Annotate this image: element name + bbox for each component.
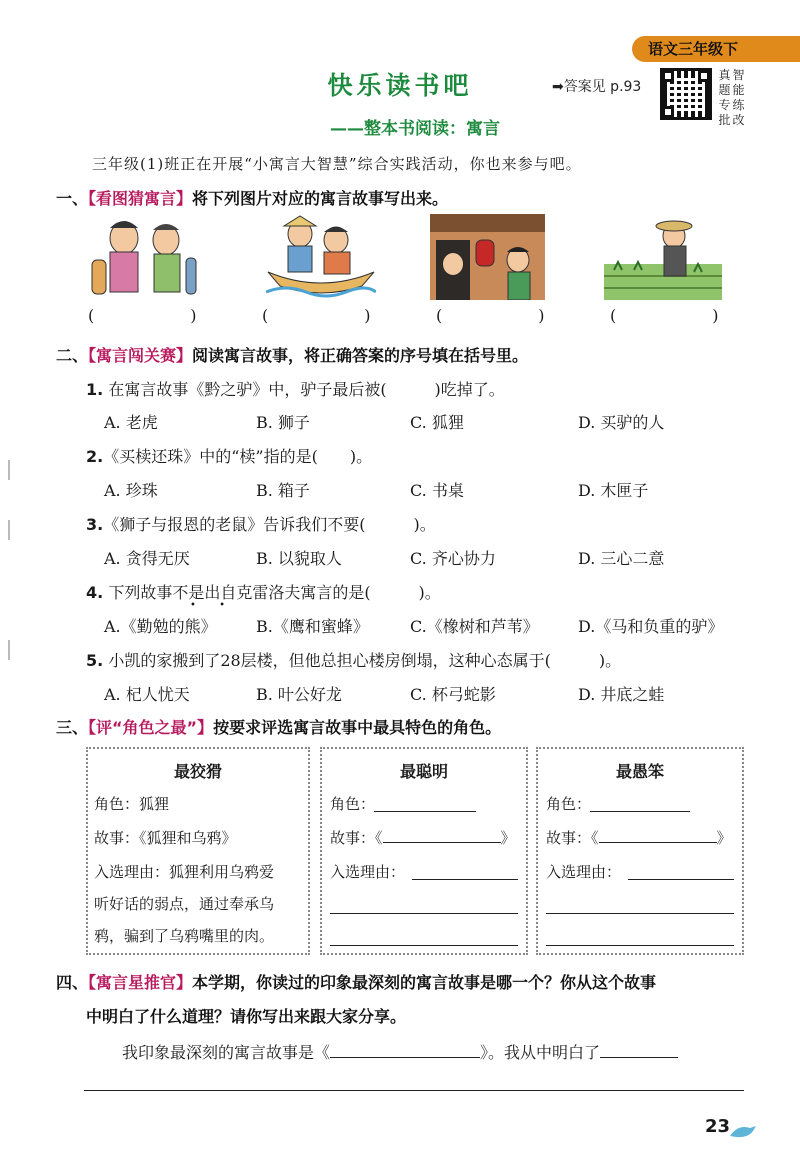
role-input-line[interactable]	[590, 811, 690, 812]
option[interactable]: C. 杯弓蛇影	[410, 685, 496, 704]
card-story-label: 故事：《 》	[330, 829, 516, 847]
option[interactable]: B. 叶公好龙	[256, 685, 342, 704]
emphasis-dots: • •	[190, 600, 235, 611]
option[interactable]: D. 三心二意	[578, 549, 665, 568]
section-1-tag: 【看图猜寓言】	[88, 189, 193, 208]
qr-label-zhenti: 真题	[718, 68, 731, 97]
option[interactable]: C. 狐狸	[410, 413, 464, 432]
picture-1	[84, 214, 204, 300]
option[interactable]: C.《橡树和芦苇》	[410, 617, 539, 636]
picture-4	[604, 214, 722, 300]
answer-paren-1[interactable]: ( )	[88, 306, 197, 325]
story-input-line[interactable]	[383, 842, 501, 843]
section-4-heading-cont: 中明白了什么道理？请你写出来跟大家分享。	[86, 1007, 407, 1026]
reason-input-line[interactable]	[628, 879, 734, 880]
option[interactable]: B. 箱子	[256, 481, 310, 500]
card-heading: 最聪明	[399, 762, 448, 781]
card-role: 角色：狐狸	[94, 795, 170, 813]
section-2-heading: 二、【寓言闯关赛】阅读寓言故事，将正确答案的序号填在括号里。	[56, 346, 529, 365]
answer-paren-2[interactable]: ( )	[262, 306, 371, 325]
character-card-cunning	[86, 747, 310, 955]
card-story-label: 故事：《 》	[546, 829, 732, 847]
option[interactable]: D. 木匣子	[578, 481, 649, 500]
qr-label-liangai: 练改	[732, 98, 745, 127]
answer-paren-4[interactable]: ( )	[610, 306, 719, 325]
story-input-line[interactable]	[599, 842, 717, 843]
section-1-heading: 一、【看图猜寓言】将下列图片对应的寓言故事写出来。	[56, 189, 449, 208]
section-3-heading: 三、【评“角色之最”】按要求评选寓言故事中最具特色的角色。	[56, 718, 502, 737]
section-4-heading: 四、【寓言星推官】本学期，你读过的印象最深刻的寓言故事是哪一个？你从这个故事	[56, 973, 657, 992]
question-5: 5. 小凯的家搬到了28层楼，但他总担心楼房倒塌，这种心态属于( )。	[86, 651, 622, 670]
card-role-label: 角色：	[330, 795, 376, 813]
card-heading: 最愚笨	[615, 762, 664, 781]
section-4-fill-line: 我印象最深刻的寓言故事是《 》。我从中明白了	[122, 1040, 678, 1063]
question-4: 4. 下列故事不是出自克雷洛夫寓言的是( )。	[86, 583, 441, 602]
option[interactable]: C. 齐心协力	[410, 549, 496, 568]
card-reason: 入选理由：狐狸利用乌鸦爱	[94, 863, 275, 881]
reason-input-line[interactable]	[330, 913, 518, 914]
option[interactable]: A.《勤勉的熊》	[104, 617, 217, 636]
character-card-smartest	[320, 747, 528, 955]
dolphin-icon	[728, 1122, 758, 1142]
picture-3	[430, 214, 545, 300]
section-2-tag: 【寓言闯关赛】	[88, 346, 193, 365]
option[interactable]: B.《鹰和蜜蜂》	[256, 617, 369, 636]
option[interactable]: A. 贪得无厌	[104, 549, 190, 568]
option[interactable]: A. 杞人忧天	[104, 685, 190, 704]
question-2: 2.《买椟还珠》中的“椟”指的是( )。	[86, 447, 373, 466]
option[interactable]: B. 以貌取人	[256, 549, 342, 568]
card-reason-label: 入选理由：	[546, 863, 622, 881]
card-reason-line: 听好话的弱点，通过奉承乌	[94, 895, 275, 913]
option[interactable]: C. 书桌	[410, 481, 464, 500]
answer-paren-3[interactable]: ( )	[436, 306, 545, 325]
page-number: 23	[705, 1116, 731, 1137]
reason-input-line[interactable]	[546, 913, 734, 914]
qr-code[interactable]	[660, 68, 712, 120]
question-1: 1. 在寓言故事《黔之驴》中，驴子最后被( )吃掉了。	[86, 380, 505, 399]
lesson-answer-line[interactable]	[84, 1090, 744, 1091]
section-3-tag: 【评“角色之最”】	[88, 718, 214, 737]
option[interactable]: A. 珍珠	[104, 481, 158, 500]
card-reason-line: 鸦，骗到了乌鸦嘴里的肉。	[94, 927, 275, 945]
option[interactable]: A. 老虎	[104, 413, 158, 432]
card-heading: 最狡猾	[173, 762, 222, 781]
intro-text: 三年级(1)班正在开展“小寓言大智慧”综合实践活动，你也来参与吧。	[92, 155, 582, 173]
reason-input-line[interactable]	[546, 945, 734, 946]
answer-reference: ➡答案见 p.93	[552, 79, 642, 95]
grade-tab: 语文三年级下	[632, 36, 800, 62]
section-4-tag: 【寓言星推官】	[88, 973, 193, 992]
question-3: 3.《狮子与报恩的老鼠》告诉我们不要( )。	[86, 515, 436, 534]
character-card-foolish	[536, 747, 744, 955]
role-input-line[interactable]	[374, 811, 476, 812]
favorite-story-input[interactable]	[330, 1057, 480, 1058]
page-subtitle: ——整本书阅读：寓言	[330, 119, 500, 139]
margin-mark	[8, 520, 10, 540]
arrow-right-icon: ➡	[552, 79, 564, 95]
option[interactable]: D. 买驴的人	[578, 413, 665, 432]
option[interactable]: B. 狮子	[256, 413, 310, 432]
qr-label-zhineng: 智能	[732, 68, 745, 97]
reason-input-line[interactable]	[412, 879, 518, 880]
reason-input-line[interactable]	[330, 945, 518, 946]
option[interactable]: D.《马和负重的驴》	[578, 617, 724, 636]
card-role-label: 角色：	[546, 795, 592, 813]
option[interactable]: D. 井底之蛙	[578, 685, 665, 704]
picture-2	[266, 214, 376, 300]
lesson-input[interactable]	[600, 1057, 678, 1058]
qr-label-zhuanpi: 专批	[718, 98, 731, 127]
card-reason-label: 入选理由：	[330, 863, 406, 881]
card-story: 故事：《狐狸和乌鸦》	[94, 829, 237, 847]
page-title: 快乐读书吧	[327, 71, 473, 100]
margin-mark	[8, 460, 10, 480]
margin-mark	[8, 640, 10, 660]
